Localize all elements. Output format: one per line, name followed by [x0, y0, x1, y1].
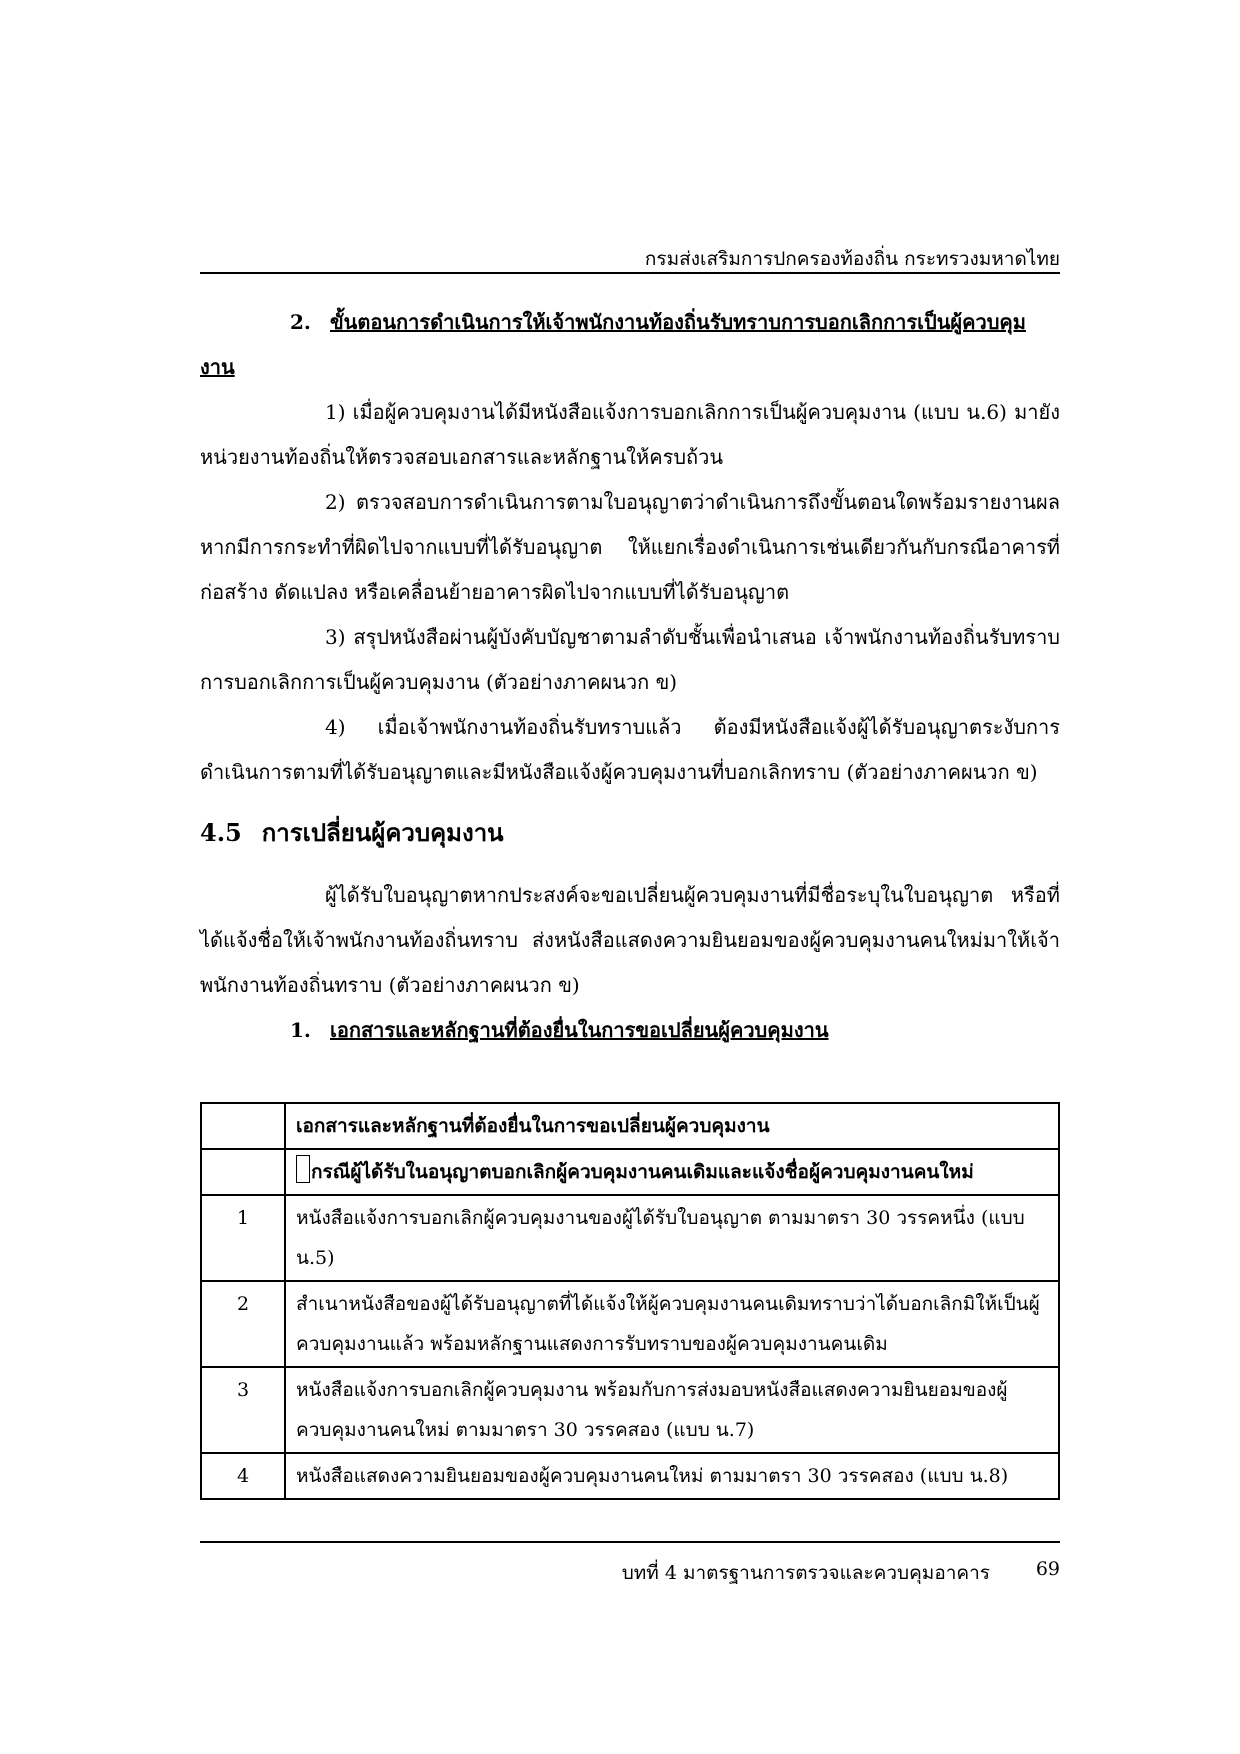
table-row [201, 1195, 1059, 1281]
documents-table [200, 1102, 1060, 1500]
row-text: หนังสือแจ้งการบอกเลิกผู้ควบคุมงานของผู้ได้รับใบอนุญาต ตามมาตรา 30 วรรคหนึ่ง (แบบ น.5) [285, 1195, 1059, 1281]
table-header-row [201, 1103, 1059, 1149]
checkbox-glyph-icon [296, 1155, 310, 1183]
page-number: 69 [1035, 1558, 1060, 1580]
section-paragraph: ผู้ได้รับใบอนุญาตหากประสงค์จะขอเปลี่ยนผู้ควบคุมงานที่มีชื่อระบุในใบอนุญาต หรือที่ได้แจ้งชื่อให้เจ้าพนักงานท้องถิ่นทราบ ส่งหนังสือแสดงความยินยอมของผู้ควบคุมงานคนใหม่มาให้เจ้าพนักงานท้องถิ่นทราบ (ตัวอย่างภาคผนวก ข) [200, 883, 1060, 997]
row-number: 1 [201, 1195, 285, 1281]
running-header: กรมส่งเสริมการปกครองท้องถิ่น กระทรวงมหาดไทย [644, 248, 1060, 270]
step-2-item-1: 1) เมื่อผู้ควบคุมงานได้มีหนังสือแจ้งการบอกเลิกการเป็นผู้ควบคุมงาน (แบบ น.6) มายังหน่วยงานท้องถิ่นให้ตรวจสอบเอกสารและหลักฐานให้ครบถ้วน [200, 400, 1060, 469]
step-2-item-2: 2) ตรวจสอบการดำเนินการตามใบอนุญาตว่าดำเนินการถึงขั้นตอนใดพร้อมรายงานผล หากมีการกระทำที่ผิดไปจากแบบที่ได้รับอนุญาต ให้แยกเรื่องดำเนินการเช่นเดียวกันกับกรณีอาคารที่ก่อสร้าง ดัดแปลง หรือเคลื่อนย้ายอาคารผิดไปจากแบบที่ได้รับอนุญาต [200, 490, 1060, 604]
table-cell-empty [201, 1103, 285, 1149]
table-row [201, 1453, 1059, 1499]
step-2-number: 2. [290, 310, 311, 334]
table-cell-empty [201, 1149, 285, 1195]
subsection-heading [200, 1008, 1060, 1053]
subsection-title: เอกสารและหลักฐานที่ต้องยื่นในการขอเปลี่ยนผู้ควบคุมงาน [330, 1018, 829, 1042]
row-text: สำเนาหนังสือของผู้ได้รับอนุญาตที่ได้แจ้งให้ผู้ควบคุมงานคนเดิมทราบว่าได้บอกเลิกมิให้เป็นผู้ควบคุมงานแล้ว พร้อมหลักฐานแสดงการรับทราบของผู้ควบคุมงานคนเดิม [285, 1281, 1059, 1367]
row-number: 2 [201, 1281, 285, 1367]
row-number: 4 [201, 1453, 285, 1499]
row-number: 3 [201, 1367, 285, 1453]
step-2-heading [200, 300, 1060, 390]
table-row [201, 1281, 1059, 1367]
subsection-number: 1. [290, 1018, 311, 1042]
footer-chapter: บทที่ 4 มาตรฐานการตรวจและควบคุมอาคาร [621, 1562, 990, 1584]
body-content [200, 300, 1060, 1053]
row-text: หนังสือแจ้งการบอกเลิกผู้ควบคุมงาน พร้อมกับการส่งมอบหนังสือแสดงความยินยอมของผู้ควบคุมงานคนใหม่ ตามมาตรา 30 วรรคสอง (แบบ น.7) [285, 1367, 1059, 1453]
section-title: การเปลี่ยนผู้ควบคุมงาน [261, 818, 504, 847]
table-row [201, 1367, 1059, 1453]
row-text: หนังสือแสดงความยินยอมของผู้ควบคุมงานคนใหม่ ตามมาตรา 30 วรรคสอง (แบบ น.8) [285, 1453, 1059, 1499]
table-header-1: เอกสารและหลักฐานที่ต้องยื่นในการขอเปลี่ยนผู้ควบคุมงาน [285, 1103, 1059, 1149]
table-header-2-cell [285, 1149, 1059, 1195]
step-2-item-4: 4) เมื่อเจ้าพนักงานท้องถิ่นรับทราบแล้ว ต้องมีหนังสือแจ้งผู้ได้รับอนุญาตระงับการดำเนินการตามที่ได้รับอนุญาตและมีหนังสือแจ้งผู้ควบคุมงานที่บอกเลิกทราบ (ตัวอย่างภาคผนวก ข) [200, 715, 1060, 784]
footer-rule [200, 1541, 1060, 1543]
table-header-2: กรณีผู้ได้รับในอนุญาตบอกเลิกผู้ควบคุมงานคนเดิมและแจ้งชื่อผู้ควบคุมงานคนใหม่ [311, 1161, 974, 1183]
section-heading [200, 813, 1060, 853]
step-2-title: ขั้นตอนการดำเนินการให้เจ้าพนักงานท้องถิ่นรับทราบการบอกเลิกการเป็นผู้ควบคุมงาน [200, 310, 1026, 379]
section-number: 4.5 [200, 818, 242, 847]
table-header-row [201, 1149, 1059, 1195]
step-2-item-3: 3) สรุปหนังสือผ่านผู้บังคับบัญชาตามลำดับชั้นเพื่อนำเสนอ เจ้าพนักงานท้องถิ่นรับทราบการบอกเลิกการเป็นผู้ควบคุมงาน (ตัวอย่างภาคผนวก ข) [200, 625, 1060, 694]
header-rule [200, 272, 1060, 274]
